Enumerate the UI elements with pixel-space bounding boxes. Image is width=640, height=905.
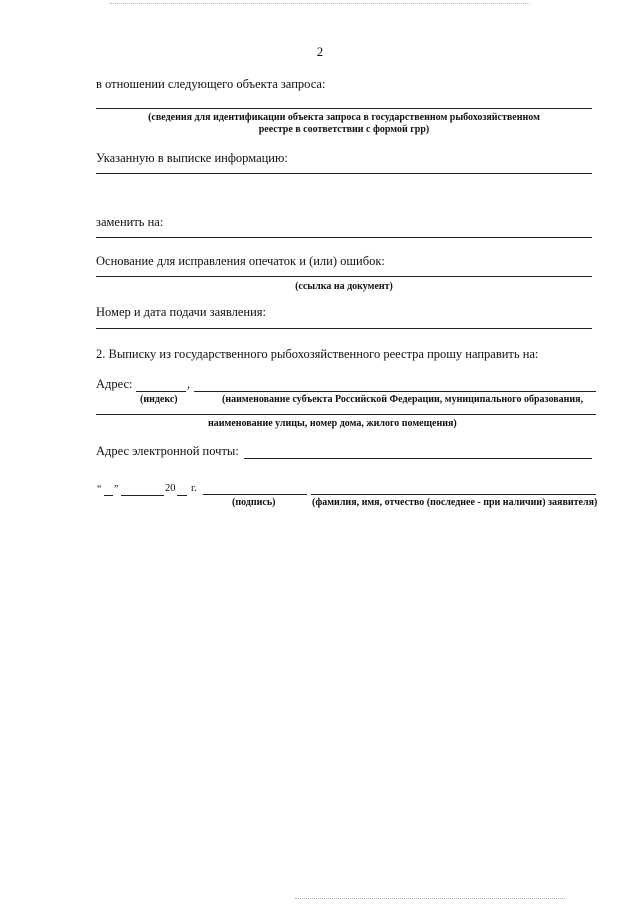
object-field-line[interactable] [96, 108, 592, 109]
street-caption: наименование улицы, номер дома, жилого помещения) [208, 418, 457, 429]
postal-index-field-line[interactable] [136, 391, 186, 392]
date-year-suffix: г. [191, 483, 197, 494]
page-number: 2 [316, 44, 324, 59]
info-field-line[interactable] [96, 173, 592, 174]
basis-caption: (ссылка на документ) [295, 281, 393, 292]
object-heading: в отношении следующего объекта запроса: [96, 77, 326, 91]
section2-heading: 2. Выписку из государственного рыбохозяйственного реестра прошу направить на: [96, 347, 539, 361]
email-field-line[interactable] [244, 458, 592, 459]
address-comma: , [187, 377, 191, 391]
date-quote-close: ” [114, 484, 119, 495]
replace-label: заменить на: [96, 215, 164, 229]
basis-field-line[interactable] [96, 276, 592, 277]
day-field-line[interactable] [104, 495, 113, 496]
signature-caption: (подпись) [232, 497, 276, 508]
fullname-field-line[interactable] [311, 494, 596, 495]
fullname-caption: (фамилия, имя, отчество (последнее - при наличии) заявителя) [312, 497, 598, 508]
date-year-prefix: 20 [165, 483, 176, 494]
object-caption-line2: реестре в соответствии с формой грр) [258, 124, 430, 135]
submission-field-line[interactable] [96, 328, 592, 329]
street-field-line[interactable] [96, 414, 596, 415]
scan-edge-top [110, 3, 530, 4]
info-label: Указанную в выписке информацию: [96, 151, 288, 165]
object-caption-line1: (сведения для идентификации объекта запроса в государственном рыбохозяйственном [148, 112, 540, 123]
email-label: Адрес электронной почты: [96, 444, 239, 458]
month-field-line[interactable] [121, 495, 164, 496]
signature-field-line[interactable] [203, 494, 307, 495]
replace-field-line[interactable] [96, 237, 592, 238]
basis-label: Основание для исправления опечаток и (или) ошибок: [96, 254, 385, 268]
address-label: Адрес: [96, 377, 133, 391]
scan-edge-bottom [295, 898, 565, 899]
index-caption: (индекс) [140, 394, 178, 405]
subject-caption: (наименование субъекта Российской Федерации, муниципального образования, [222, 394, 584, 405]
year-field-line[interactable] [177, 495, 187, 496]
submission-label: Номер и дата подачи заявления: [96, 305, 267, 319]
subject-field-line[interactable] [194, 391, 596, 392]
date-quote-open: “ [97, 484, 102, 495]
